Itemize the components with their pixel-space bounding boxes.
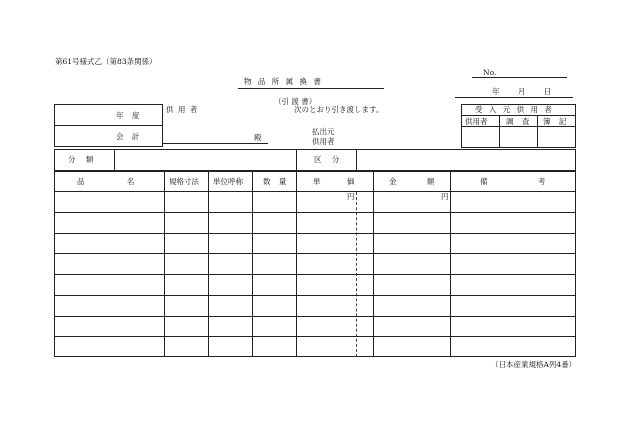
- yen-amount: 円: [441, 192, 449, 201]
- table-header-line: [54, 191, 576, 192]
- receiver-col-survey: 調 査: [506, 117, 533, 126]
- table-col-line-5: [373, 171, 374, 357]
- receiver-col-line-1: [499, 115, 500, 148]
- header-item-name-text: 品 名: [77, 177, 135, 186]
- form-title: [244, 78, 376, 86]
- header-remarks: 備 考: [480, 177, 546, 186]
- form-title-text: 物 品 所 属 換 書: [244, 77, 323, 86]
- classification-label: 分 類: [68, 155, 98, 164]
- number-field-line[interactable]: [472, 77, 567, 78]
- form-subtitle: （引 渡 書）: [274, 97, 317, 106]
- table-row: [54, 253, 576, 254]
- classification-line-3: [356, 149, 357, 171]
- receiver-col-user: 供用者: [465, 117, 488, 126]
- number-label: No.: [483, 68, 497, 77]
- user-label: 供 用 者: [166, 105, 199, 114]
- receiver-divider-1: [461, 115, 576, 116]
- year-account-divider: [54, 125, 163, 126]
- table-col-line-2: [208, 171, 209, 357]
- table-row: [54, 295, 576, 296]
- form-number: 第61号様式乙（第83条関係）: [55, 57, 157, 66]
- fiscal-year-label: 年 度: [116, 111, 143, 120]
- payer-label-1: 払出元: [312, 127, 335, 136]
- table-col-line-3: [252, 171, 253, 357]
- header-unit-price: 単 価: [313, 177, 355, 186]
- table-row: [54, 274, 576, 275]
- table-row: [54, 212, 576, 213]
- date-label: 年 月 日: [492, 87, 552, 96]
- classification-line-1: [114, 149, 115, 171]
- receiver-header: 受 入 元 供 用 者: [475, 105, 554, 114]
- header-unit: 単位呼称: [213, 177, 243, 186]
- header-amount: 金 額: [389, 177, 435, 186]
- receiver-col-book: 簿 記: [543, 117, 570, 126]
- table-col-line-1: [164, 171, 165, 357]
- receiver-col-line-2: [537, 115, 538, 148]
- table-row: [54, 336, 576, 337]
- title-underline: [238, 88, 384, 89]
- table-col-line-4: [296, 171, 297, 357]
- header-spec: 規格寸法: [169, 177, 199, 186]
- date-field-line[interactable]: [455, 97, 573, 98]
- honorific: 殿: [254, 133, 262, 142]
- footer-standard: （日本産業規格A列4番）: [491, 360, 577, 369]
- table-col-line-6: [450, 171, 451, 357]
- yen-unit-price: 円: [347, 192, 355, 201]
- payer-label-2: 供用者: [312, 137, 335, 146]
- transfer-notice: 次のとおり引き渡します。: [294, 105, 384, 114]
- account-label: 会 計: [116, 132, 143, 141]
- user-name-line[interactable]: [163, 143, 268, 144]
- table-row: [54, 233, 576, 234]
- receiver-divider-2: [461, 126, 576, 127]
- header-quantity: 数 量: [263, 177, 287, 186]
- table-row: [54, 316, 576, 317]
- classification-line-2: [296, 149, 297, 171]
- division-label: 区 分: [314, 155, 344, 164]
- header-item-name: [77, 178, 142, 186]
- items-table: [54, 171, 576, 357]
